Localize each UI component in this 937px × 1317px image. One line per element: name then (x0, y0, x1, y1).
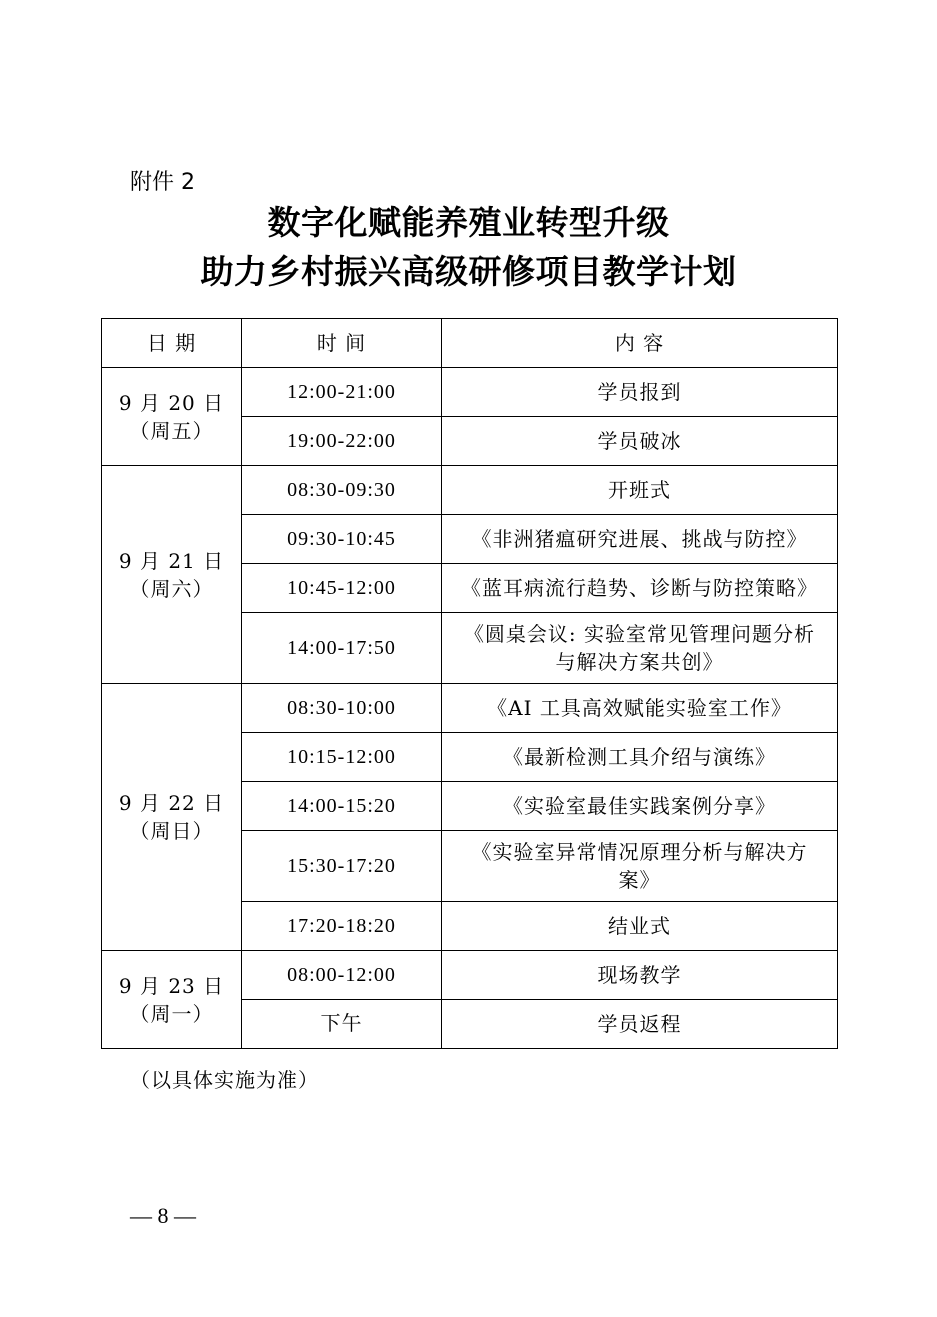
content-cell: 《圆桌会议: 实验室常见管理问题分析与解决方案共创》 (442, 613, 838, 684)
document-title-line1: 数字化赋能养殖业转型升级 (267, 203, 670, 242)
weekday-text: （周六） (129, 576, 214, 601)
content-cell: 学员返程 (442, 1000, 838, 1049)
time-cell: 10:15-12:00 (242, 733, 442, 782)
footnote: （以具体实施为准） (130, 1068, 319, 1092)
date-text: 9 月 23 日 (118, 973, 225, 998)
time-cell: 下午 (242, 1000, 442, 1049)
attachment-label: 附件 2 (130, 170, 195, 195)
date-cell (102, 466, 242, 684)
content-cell: 《非洲猪瘟研究进展、挑战与防控》 (442, 515, 838, 564)
content-cell: 学员破冰 (442, 417, 838, 466)
header-date: 日 期 (102, 319, 242, 368)
time-cell: 08:30-10:00 (242, 684, 442, 733)
time-cell: 10:45-12:00 (242, 564, 442, 613)
time-cell: 08:00-12:00 (242, 951, 442, 1000)
weekday-text: （周一） (129, 1001, 214, 1026)
header-time: 时 间 (242, 319, 442, 368)
weekday-text: （周日） (129, 819, 214, 843)
date-text: 9 月 20 日 (118, 390, 225, 415)
weekday-text: （周五） (129, 418, 214, 443)
content-cell: 《实验室最佳实践案例分享》 (442, 782, 838, 831)
time-cell: 08:30-09:30 (242, 466, 442, 515)
table-header-row (102, 319, 838, 368)
table-row (102, 466, 838, 515)
date-text: 9 月 21 日 (118, 548, 225, 573)
time-cell: 19:00-22:00 (242, 417, 442, 466)
table-row (102, 951, 838, 1000)
date-text: 9 月 22 日 (118, 791, 225, 815)
content-cell: 现场教学 (442, 951, 838, 1000)
time-cell: 14:00-17:50 (242, 613, 442, 684)
document-title-line2: 助力乡村振兴高级研修项目教学计划 (200, 252, 737, 291)
page-number: — 8 — (130, 1203, 196, 1228)
table-row (102, 368, 838, 417)
date-cell (102, 368, 242, 466)
content-cell: 学员报到 (442, 368, 838, 417)
content-cell: 《AI 工具高效赋能实验室工作》 (442, 684, 838, 733)
date-cell (102, 951, 242, 1049)
teaching-plan-table (101, 318, 838, 1049)
content-cell: 开班式 (442, 466, 838, 515)
header-content: 内 容 (442, 319, 838, 368)
time-cell: 14:00-15:20 (242, 782, 442, 831)
content-cell: 结业式 (442, 902, 838, 951)
time-cell: 09:30-10:45 (242, 515, 442, 564)
time-cell: 15:30-17:20 (242, 831, 442, 902)
content-cell: 《蓝耳病流行趋势、诊断与防控策略》 (442, 564, 838, 613)
content-cell: 《实验室异常情况原理分析与解决方案》 (442, 831, 838, 902)
time-cell: 17:20-18:20 (242, 902, 442, 951)
table-row (102, 684, 838, 733)
content-cell: 《最新检测工具介绍与演练》 (442, 733, 838, 782)
date-cell (102, 684, 242, 951)
time-cell: 12:00-21:00 (242, 368, 442, 417)
